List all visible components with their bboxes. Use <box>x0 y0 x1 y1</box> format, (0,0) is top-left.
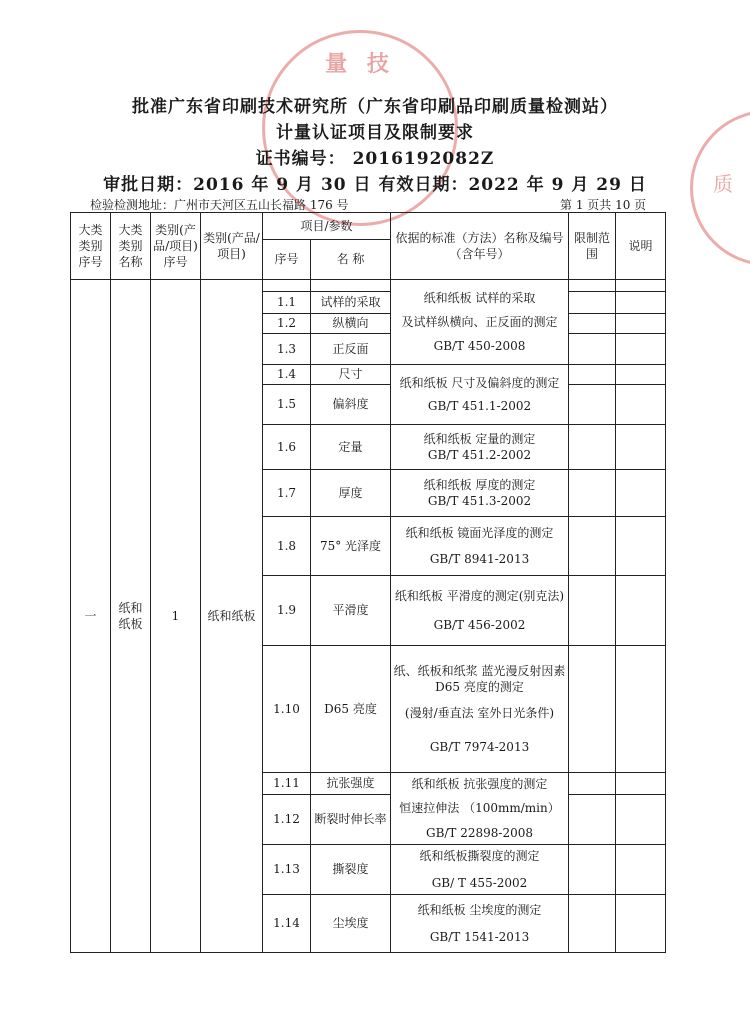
row-name: 厚度 <box>311 470 391 517</box>
group-major-name: 纸和纸板 <box>111 280 151 953</box>
row-seq: 1.4 <box>263 365 311 385</box>
header-standard: 依据的标准（方法）名称及编号（含年号） <box>391 213 569 280</box>
row-seq: 1.3 <box>263 334 311 365</box>
row-seq: 1.11 <box>263 773 311 795</box>
table-header-row <box>71 213 666 240</box>
row-name: 平滑度 <box>311 576 391 646</box>
row-name: 定量 <box>311 425 391 470</box>
standard-cell: 纸和纸板撕裂度的测定 GB/ T 455-2002 <box>391 845 569 895</box>
standard-cell: 纸和纸板 平滑度的测定(别克法) GB/T 456-2002 <box>391 576 569 646</box>
row-name: 抗张强度 <box>311 773 391 795</box>
row-name: 断裂时伸长率 <box>311 795 391 845</box>
row-seq: 1.13 <box>263 845 311 895</box>
row-seq: 1.2 <box>263 314 311 334</box>
group-major-seq: 一 <box>71 280 111 953</box>
row-seq: 1.14 <box>263 895 311 953</box>
row-name: 75° 光泽度 <box>311 517 391 576</box>
row-name: 纵横向 <box>311 314 391 334</box>
standard-cell: 纸、纸板和纸浆 蓝光漫反射因素 D65 亮度的测定 (漫射/垂直法 室外日光条件) GB/T 7974-2013 <box>391 646 569 773</box>
header-cat-name: 类别(产品/项目) <box>201 213 263 280</box>
group-cat-seq: 1 <box>151 280 201 953</box>
approval-dates: 审批日期：2016 年 9 月 30 日 有效日期：2022 年 9 月 29 日 <box>103 175 647 195</box>
document-subtitle: 计量认证项目及限制要求 <box>276 123 474 143</box>
certificate-number: 证书编号： 2016192082Z <box>255 149 495 169</box>
header-note: 说明 <box>616 213 666 280</box>
header-item-group: 项目/参数 <box>263 213 391 240</box>
row-name: 撕裂度 <box>311 845 391 895</box>
row-seq: 1.7 <box>263 470 311 517</box>
header-major-name: 大类类别名称 <box>111 213 151 280</box>
row-seq: 1.12 <box>263 795 311 845</box>
header-limit: 限制范围 <box>569 213 616 280</box>
seal-text: 量 技 <box>325 51 395 77</box>
row-seq: 1.1 <box>263 292 311 314</box>
standard-cell: 纸和纸板 尘埃度的测定 GB/T 1541-2013 <box>391 895 569 953</box>
standard-cell: 纸和纸板 镜面光泽度的测定 GB/T 8941-2013 <box>391 517 569 576</box>
standard-cell: 纸和纸板 厚度的测定 GB/T 451.3-2002 <box>391 470 569 517</box>
row-name: 尘埃度 <box>311 895 391 953</box>
side-seal-text: 质 <box>713 172 733 196</box>
row-seq: 1.5 <box>263 385 311 425</box>
row-name: D65 亮度 <box>311 646 391 773</box>
header-seq: 序号 <box>263 240 311 280</box>
document-title: 批准广东省印刷技术研究所（广东省印刷品印刷质量检测站） <box>132 97 618 117</box>
standard-cell: 纸和纸板 尺寸及偏斜度的测定 GB/T 451.1-2002 <box>391 365 569 425</box>
row-name: 正反面 <box>311 334 391 365</box>
standard-cell: 纸和纸板 定量的测定 GB/T 451.2-2002 <box>391 425 569 470</box>
standard-cell: 纸和纸板 抗张强度的测定 恒速拉伸法 （100mm/min） GB/T 22898-2008 <box>391 773 569 845</box>
test-address: 检验检测地址：广州市天河区五山长福路 176 号 <box>90 198 349 212</box>
group-cat-name: 纸和纸板 <box>201 280 263 953</box>
row-seq: 1.8 <box>263 517 311 576</box>
header-major-seq: 大类类别序号 <box>71 213 111 280</box>
certification-table <box>70 212 666 953</box>
table-row <box>71 280 666 292</box>
row-seq: 1.6 <box>263 425 311 470</box>
standard-cell: 纸和纸板 试样的采取 及试样纵横向、正反面的测定 GB/T 450-2008 <box>391 280 569 365</box>
row-seq: 1.10 <box>263 646 311 773</box>
row-name: 试样的采取 <box>311 292 391 314</box>
page-indicator: 第 1 页共 10 页 <box>560 198 647 212</box>
row-seq: 1.9 <box>263 576 311 646</box>
header-cat-seq: 类别(产品/项目)序号 <box>151 213 201 280</box>
row-name: 尺寸 <box>311 365 391 385</box>
row-name: 偏斜度 <box>311 385 391 425</box>
header-name: 名 称 <box>311 240 391 280</box>
